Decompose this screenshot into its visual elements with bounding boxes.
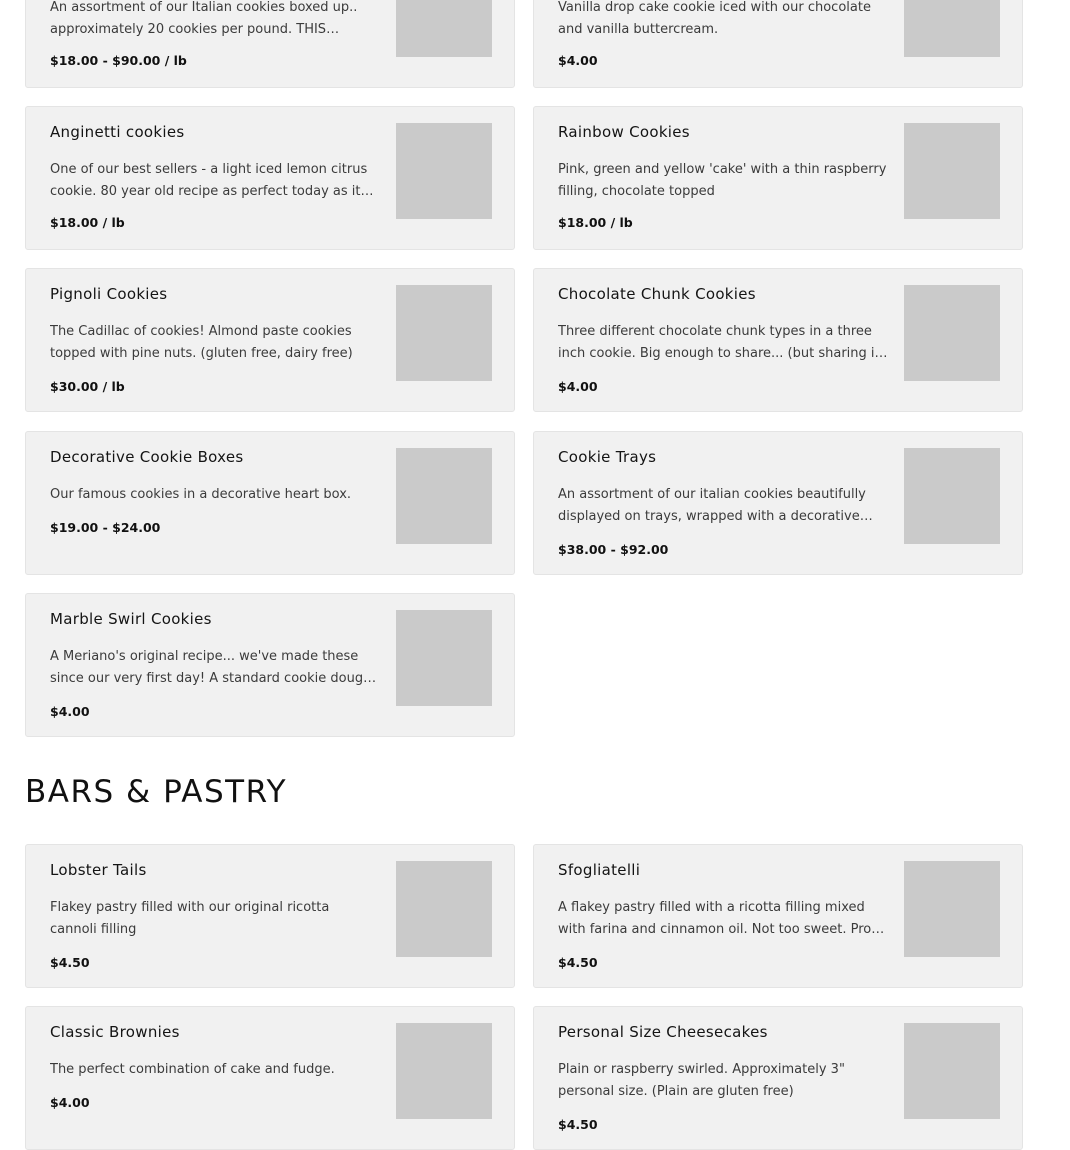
item-price: $4.50 [50, 955, 90, 970]
item-name: Marble Swirl Cookies [50, 610, 212, 628]
item-name: Lobster Tails [50, 861, 147, 879]
item-name: Rainbow Cookies [558, 123, 690, 141]
item-image-placeholder [904, 1023, 1000, 1119]
item-price: $38.00 - $92.00 [558, 542, 669, 557]
item-price: $4.50 [558, 955, 598, 970]
item-price: $18.00 / lb [558, 215, 633, 230]
menu-item-card[interactable] [25, 0, 515, 88]
item-image-placeholder [396, 861, 492, 957]
item-image-placeholder [904, 0, 1000, 57]
item-image-placeholder [904, 861, 1000, 957]
item-price: $4.00 [558, 53, 598, 68]
item-price: $4.00 [50, 704, 90, 719]
item-image-placeholder [396, 123, 492, 219]
menu-item-card[interactable] [533, 431, 1023, 575]
item-image-placeholder [396, 0, 492, 57]
item-name: Classic Brownies [50, 1023, 180, 1041]
menu-item-card[interactable] [25, 844, 515, 988]
item-description: An assortment of our italian cookies beautifully displayed on trays, wrapped with a decorative [558, 487, 866, 524]
item-description: The Cadillac of cookies! Almond paste cookies topped with pine nuts. (gluten free, dairy free) [50, 324, 353, 361]
menu-item-card[interactable] [25, 106, 515, 250]
menu-item-card[interactable] [533, 106, 1023, 250]
item-name: Anginetti cookies [50, 123, 185, 141]
item-name: Sfogliatelli [558, 861, 641, 879]
menu-item-card[interactable] [25, 431, 515, 575]
menu-item-card[interactable] [25, 268, 515, 412]
item-price: $18.00 - $90.00 / lb [50, 53, 187, 68]
menu-item-card[interactable] [25, 593, 515, 737]
item-description: An assortment of our Italian cookies boxed up.. approximately 20 cookies per pound. THIS [50, 0, 358, 37]
item-image-placeholder [396, 285, 492, 381]
item-name: Personal Size Cheesecakes [558, 1023, 768, 1041]
item-description: Our famous cookies in a decorative heart box. [50, 487, 352, 502]
menu-item-card[interactable] [533, 268, 1023, 412]
menu-item-card[interactable] [533, 844, 1023, 988]
item-image-placeholder [396, 610, 492, 706]
item-description: A flakey pastry filled with a ricotta filling mixed with farina and cinnamon oil. Not too sweet. Pro [558, 900, 872, 937]
item-image-placeholder [396, 448, 492, 544]
menu-item-card[interactable] [25, 1006, 515, 1150]
item-name: Pignoli Cookies [50, 285, 168, 303]
section-title: BARS & PASTRY [25, 774, 288, 810]
item-price: $19.00 - $24.00 [50, 520, 161, 535]
item-description: The perfect combination of cake and fudge. [50, 1062, 335, 1077]
item-description: Three different chocolate chunk types in a three inch cookie. Big enough to share... (but sharing is [558, 324, 882, 361]
item-description: Flakey pastry filled with our original ricotta cannoli filling [50, 900, 330, 937]
item-name: Chocolate Chunk Cookies [558, 285, 756, 303]
item-description: Pink, green and yellow 'cake' with a thin raspberry filling, chocolate topped [558, 162, 887, 199]
item-image-placeholder [904, 448, 1000, 544]
item-image-placeholder [396, 1023, 492, 1119]
item-price: $4.00 [558, 379, 598, 394]
item-price: $18.00 / lb [50, 215, 125, 230]
item-name: Decorative Cookie Boxes [50, 448, 244, 466]
item-price: $30.00 / lb [50, 379, 125, 394]
item-description: A Meriano's original recipe... we've made these since our very first day! A standard cookie dough [50, 649, 372, 686]
menu-item-card[interactable] [533, 0, 1023, 88]
menu-item-card[interactable] [533, 1006, 1023, 1150]
item-price: $4.50 [558, 1117, 598, 1132]
item-image-placeholder [904, 285, 1000, 381]
item-price: $4.00 [50, 1095, 90, 1110]
item-image-placeholder [904, 123, 1000, 219]
item-description: One of our best sellers - a light iced lemon citrus cookie. 80 year old recipe as perfect today as it [50, 162, 368, 199]
item-description: Plain or raspberry swirled. Approximately 3" personal size. (Plain are gluten free) [558, 1062, 845, 1099]
item-name: Cookie Trays [558, 448, 657, 466]
item-description: Vanilla drop cake cookie iced with our chocolate and vanilla buttercream. [558, 0, 871, 37]
